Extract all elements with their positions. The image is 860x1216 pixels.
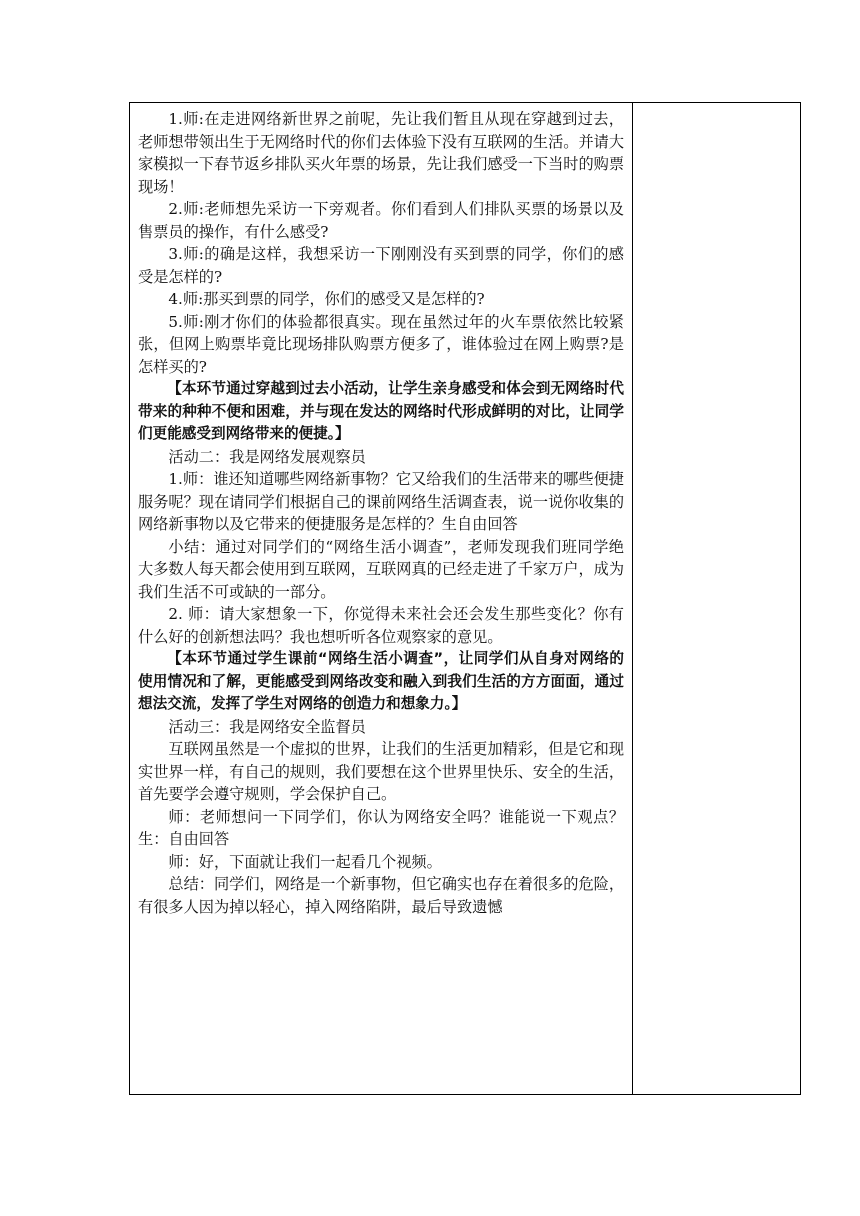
paragraph-1: 1.师:在走进网络新世界之前呢，先让我们暂且从现在穿越到过去，老师想带领出生于无网络时代的你们去体验下没有互联网的生活。并请大家模拟一下春节返乡排队买火年票的场景，先让我们感受一下当时的购票现场！	[138, 110, 624, 196]
summary-paragraph: 小结：通过对同学们的“网络生活小调查”，老师发现我们班同学绝大多数人每天都会使用到互联网，互联网真的已经走进了千家万户，成为我们生活不可或缺的一部分。	[138, 537, 624, 601]
notes-cell	[633, 103, 800, 1094]
activity-2-heading: 活动二：我是网络发展观察员	[168, 447, 366, 466]
paragraph-13: 互联网虽然是一个虚拟的世界，让我们的生活更加精彩，但是它和现实世界一样，有自己的规则，我们要想在这个世界里快乐、安全的生活，首先要学会遵守规则，学会保护自己。	[138, 740, 625, 803]
lesson-plan-table	[129, 102, 801, 1095]
design-note-2: 【本环节通过学生课前“网络生活小调查”，让同学们从自身对网络的使用情况和了解，更能感受到网络改变和融入到我们生活的方方面面，通过想法交流，发挥了学生对网络的创造力和想象力。】	[138, 650, 624, 712]
paragraph-5: 5.师:刚才你们的体验都很真实。现在虽然过年的火车票依然比较紧张，但网上购票毕竟比现场排队购票方便多了，谁体验过在网上购票?是怎样买的?	[138, 312, 624, 376]
conclusion-paragraph: 总结：同学们，网络是一个新事物，但它确实也存在着很多的危险，有很多人因为掉以轻心，掉入网络陷阱，最后导致遗憾	[138, 875, 625, 916]
lesson-content-cell	[130, 103, 632, 1094]
design-note-1: 【本环节通过穿越到过去小活动，让学生亲身感受和体会到无网络时代带来的种种不便和困难，并与现在发达的网络时代形成鲜明的对比，让同学们更能感受到网络带来的便捷。】	[138, 380, 624, 442]
paragraph-14: 师：老师想问一下同学们，你认为网络安全吗？谁能说一下观点？生：自由回答	[138, 807, 624, 848]
paragraph-10: 2. 师：请大家想象一下，你觉得未来社会还会发生那些变化？你有什么好的创新想法吗？我也想听听各位观察家的意见。	[138, 605, 624, 646]
paragraph-2: 2.师:老师想先采访一下旁观者。你们看到人们排队买票的场景以及售票员的操作，有什么感受?	[138, 200, 624, 241]
paragraph-8: 1.师：谁还知道哪些网络新事物？它又给我们的生活带来的哪些便捷服务呢？现在请同学们根据自己的课前网络生活调查表，说一说你收集的网络新事物以及它带来的便捷服务是怎样的？生自由回答	[138, 470, 624, 533]
paragraph-15: 师：好，下面就让我们一起看几个视频。	[168, 852, 442, 871]
paragraph-3: 3.师:的确是这样，我想采访一下刚刚没有买到票的同学，你们的感受是怎样的?	[138, 245, 624, 286]
paragraph-4: 4.师:那买到票的同学，你们的感受又是怎样的?	[168, 290, 485, 308]
activity-3-heading: 活动三：我是网络安全监督员	[168, 717, 366, 736]
